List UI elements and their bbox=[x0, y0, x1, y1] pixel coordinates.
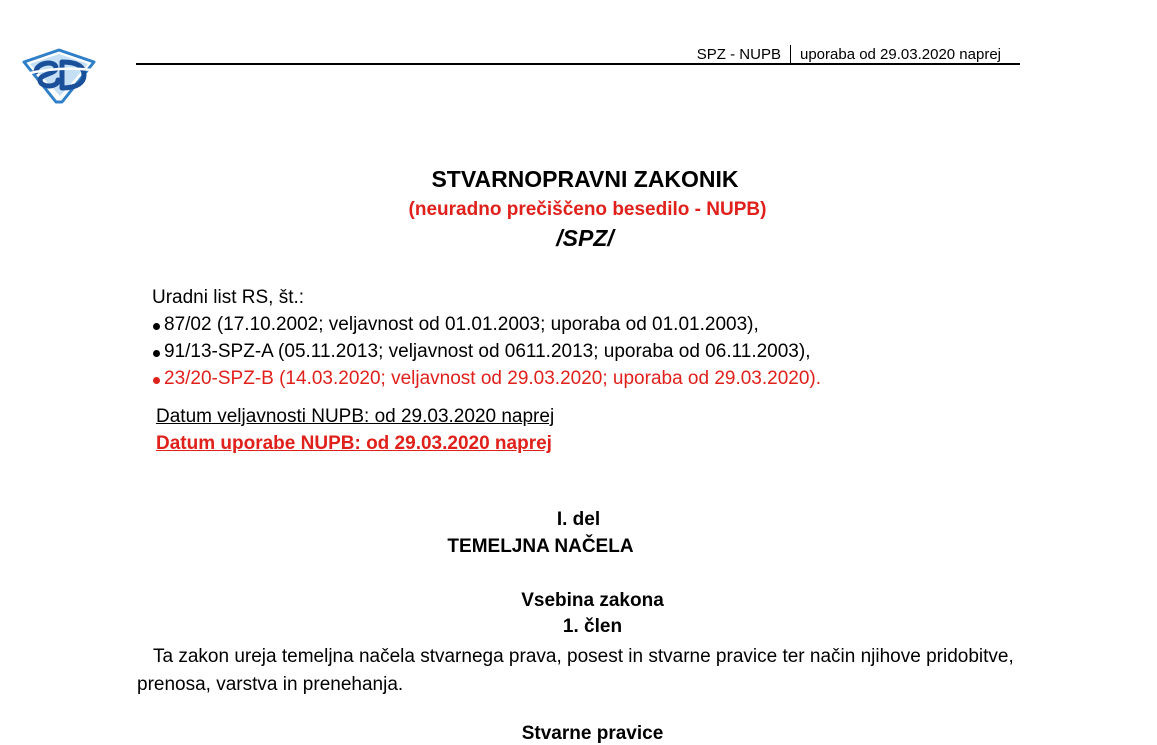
section-heading: Stvarne pravice bbox=[521, 723, 664, 744]
document-title: STVARNOPRAVNI ZAKONIK bbox=[431, 166, 739, 192]
usage-date: Datum uporabe NUPB: od 29.03.2020 naprej bbox=[156, 433, 552, 454]
document-abbreviation: /SPZ/ bbox=[556, 225, 614, 251]
part-number: I. del bbox=[556, 509, 601, 530]
header-doc-code: SPZ - NUPB bbox=[696, 45, 781, 63]
bullet-icon bbox=[153, 350, 160, 357]
bullet-icon bbox=[153, 323, 160, 330]
gazette-intro: Uradni list RS, št.: bbox=[152, 287, 305, 308]
sd-logo-icon bbox=[22, 48, 96, 104]
article-heading: Vsebina zakona bbox=[521, 590, 664, 611]
running-header bbox=[697, 45, 1001, 63]
bullet-icon bbox=[153, 377, 160, 384]
gazette-item: 87/02 (17.10.2002; veljavnost od 01.01.2003; uporaba od 01.01.2003), bbox=[152, 311, 821, 338]
gazette-item: 91/13-SPZ-A (05.11.2013; veljavnost od 0611.2013; uporaba od 06.11.2003), bbox=[152, 338, 821, 365]
validity-date: Datum veljavnosti NUPB: od 29.03.2020 naprej bbox=[156, 406, 555, 427]
article-number: 1. člen bbox=[562, 616, 623, 637]
article-text: Ta zakon ureja temeljna načela stvarnega prava, posest in stvarne pravice ter način njihove pridobitve, prenosa, varstva in prenehanja. bbox=[137, 646, 1014, 695]
header-separator bbox=[790, 45, 791, 63]
gazette-references bbox=[152, 284, 821, 392]
header-rule bbox=[136, 63, 1020, 65]
gazette-list bbox=[152, 311, 821, 392]
part-name: TEMELJNA NAČELA bbox=[447, 536, 634, 557]
document-subtitle: (neuradno prečiščeno besedilo - NUPB) bbox=[408, 199, 767, 220]
header-usage: uporaba od 29.03.2020 naprej bbox=[799, 45, 1001, 63]
nupb-dates bbox=[156, 403, 554, 457]
gazette-item-highlighted: 23/20-SPZ-B (14.03.2020; veljavnost od 29.03.2020; uporaba od 29.03.2020). bbox=[152, 365, 821, 392]
